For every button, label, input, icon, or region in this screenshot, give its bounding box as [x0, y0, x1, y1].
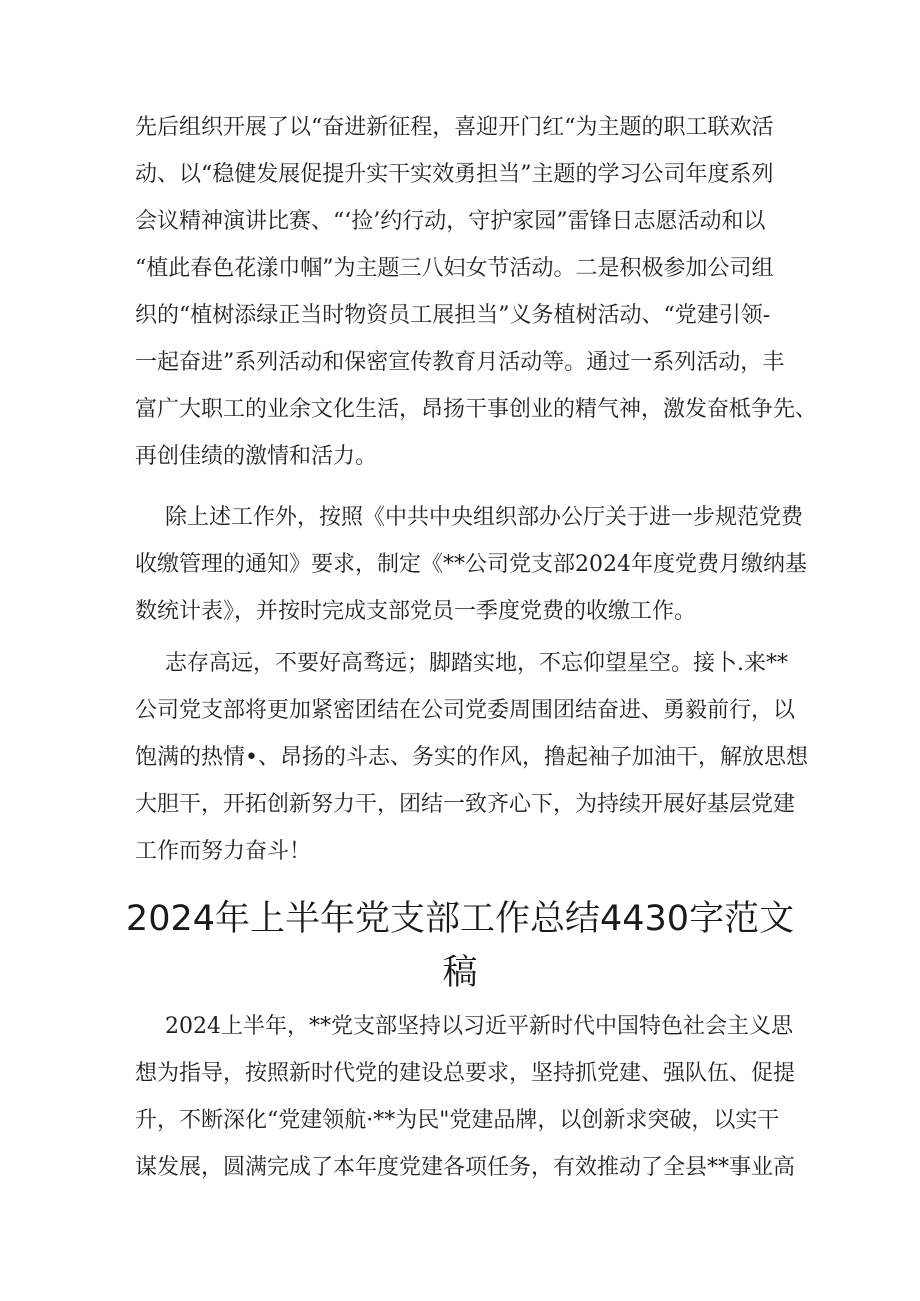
title-line: 稿: [442, 953, 478, 993]
paragraph-party-dues: [135, 494, 807, 635]
text-line: 一起奋进”系列活动和保密宣传教育月活动等。通过一系列活动，丰: [135, 350, 785, 375]
text-line: 再创佳绩的激情和活力。: [135, 444, 378, 469]
text-line: 织的“植树添绿正当时物资员工展担当”义务植树活动、“党建引领-: [135, 303, 771, 328]
text-line: 想为指导，按照新时代党的建设总要求，坚持抓党建、强队伍、促提: [135, 1061, 796, 1086]
text-line: “植此春色花漾巾帼”为主题三八妇女节活动。二是积极参加公司组: [135, 256, 774, 281]
paragraph-intro: [135, 1003, 795, 1191]
paragraph-activities: [135, 104, 818, 480]
text-line: 饱满的热情•、昂扬的斗志、务实的作风，撸起袖子加油干，解放思想: [135, 745, 808, 770]
text-line: 数统计表》，并按时完成支部党员一季度党费的收缴工作。: [135, 599, 697, 624]
text-line: 2024上半年，**党支部坚持以习近平新时代中国特色社会主义思: [165, 1014, 793, 1039]
section-title: [100, 892, 820, 1000]
text-line: 富广大职工的业余文化生活，昂扬干事创业的精气神，激发奋柢争先、: [135, 397, 818, 422]
text-line: 大胆干，开拓创新努力干，团结一致齐心下，为持续开展好基层党建: [135, 792, 796, 817]
text-line: 升，不断深化“党建领航·**为民"党建品牌，以创新求突破，以实干: [135, 1108, 780, 1133]
text-line: 除上述工作外，按照《中共中央组织部办公厅关于进一步规范党费: [165, 505, 804, 530]
text-line: 工作而努力奋斗！: [135, 839, 312, 864]
text-line: 收缴管理的通知》要求，制定《**公司党支部2024年度党费月缴纳基: [135, 552, 807, 577]
text-line: 会议精神演讲比赛、“‘捡’约行动，守护家园”雷锋日志愿活动和以: [135, 209, 766, 234]
text-line: 动、以“稳健发展促提升实干实效勇担当”主题的学习公司年度系列: [135, 162, 774, 187]
text-line: 志存高远，不要好高骛远；脚踏实地，不忘仰望星空。接卜.来**: [165, 651, 788, 676]
text-line: 谋发展，圆满完成了本年度党建各项任务，有效推动了全县**事业高: [135, 1155, 796, 1180]
paragraph-conclusion: [135, 640, 808, 875]
text-line: 公司党支部将更加紧密团结在公司党委周围团结奋进、勇毅前行，以: [135, 698, 796, 723]
text-line: 先后组织开展了以“奋进新征程，喜迎开门红“为主题的职工联欢活: [135, 115, 774, 140]
title-line: 2024年上半年党支部工作总结4430字范文: [125, 899, 795, 939]
